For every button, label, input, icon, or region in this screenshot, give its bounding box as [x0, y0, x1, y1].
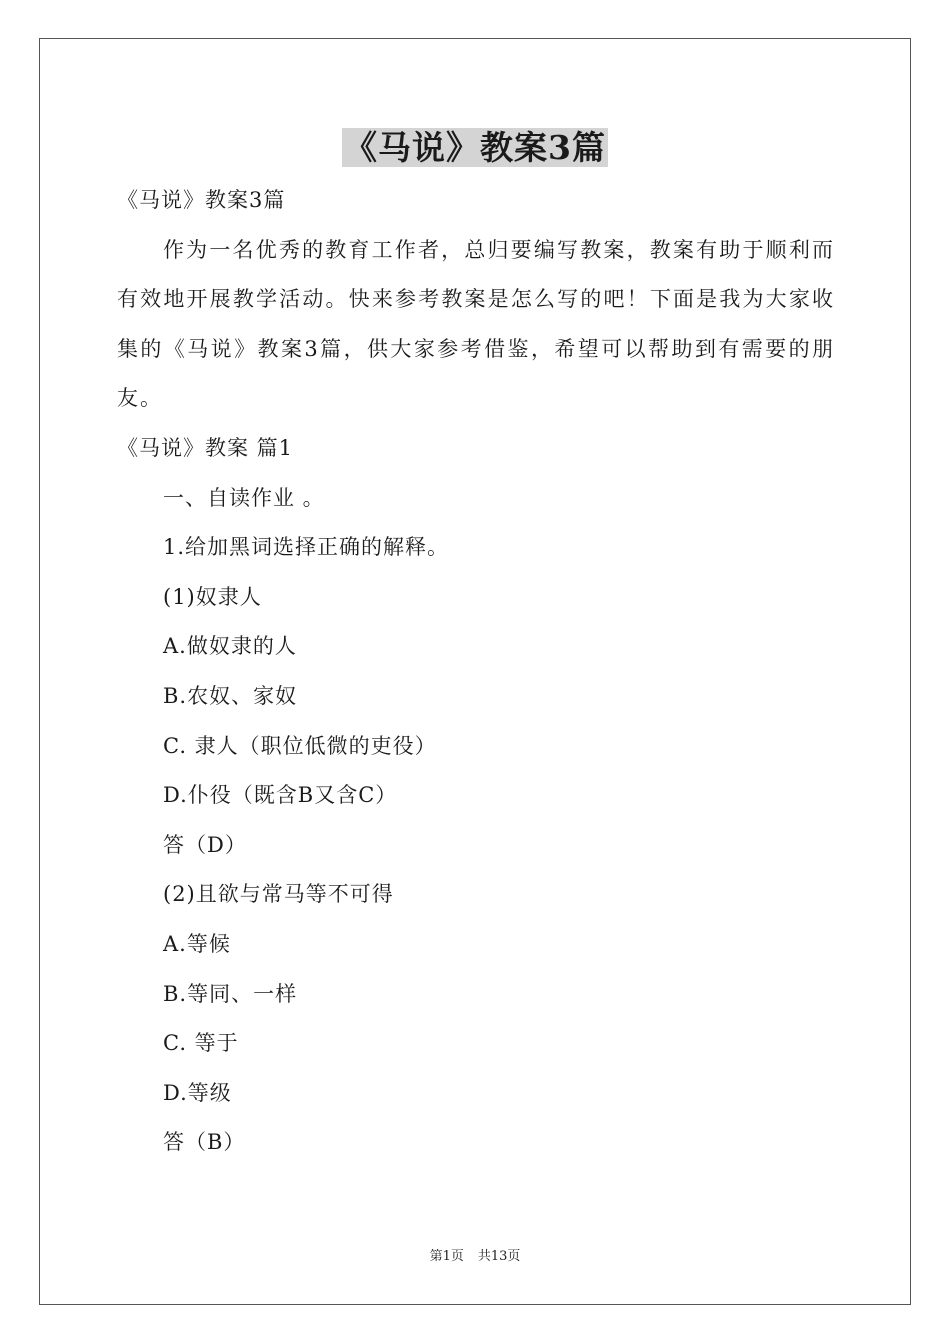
document-body — [117, 176, 835, 1168]
content-line-13: D.等级 — [163, 1080, 232, 1105]
content-line-9: (2)且欲与常马等不可得 — [163, 882, 394, 907]
section-heading: 《马说》教案 篇1 — [117, 435, 294, 460]
document-subtitle: 《马说》教案3篇 — [117, 188, 286, 212]
document-title-text: 《马说》教案3篇 — [344, 128, 606, 167]
content-line-11: B.等同、一样 — [163, 981, 298, 1006]
page-number-current: 第1页 — [429, 1249, 464, 1264]
intro-paragraph: 作为一名优秀的教育工作者，总归要编写教案，教案有助于顺利而有效地开展教学活动。快来参考教案是怎么写的吧！下面是我为大家收集的《马说》教案3篇，供大家参考借鉴，希望可以帮助到有需要的朋友。 — [117, 237, 835, 411]
content-line-3: (1)奴隶人 — [163, 584, 262, 609]
content-line-5: B.农奴、家奴 — [163, 683, 298, 708]
content-line-4: A.做奴隶的人 — [163, 634, 297, 659]
content-line-12: C. 等于 — [163, 1031, 239, 1056]
content-line-2: 1.给加黑词选择正确的解释。 — [163, 535, 450, 560]
content-line-6: C. 隶人（职位低微的吏役） — [163, 733, 437, 758]
page-footer — [0, 1247, 950, 1267]
content-line-8: 答（D） — [163, 832, 247, 857]
content-line-7: D.仆役（既含B又含C） — [163, 783, 398, 808]
page-number-total: 共13页 — [477, 1249, 521, 1264]
document-title — [0, 124, 950, 172]
content-line-14: 答（B） — [163, 1130, 246, 1155]
content-line-10: A.等候 — [163, 931, 231, 956]
content-line-1: 一、自读作业 。 — [163, 485, 325, 510]
